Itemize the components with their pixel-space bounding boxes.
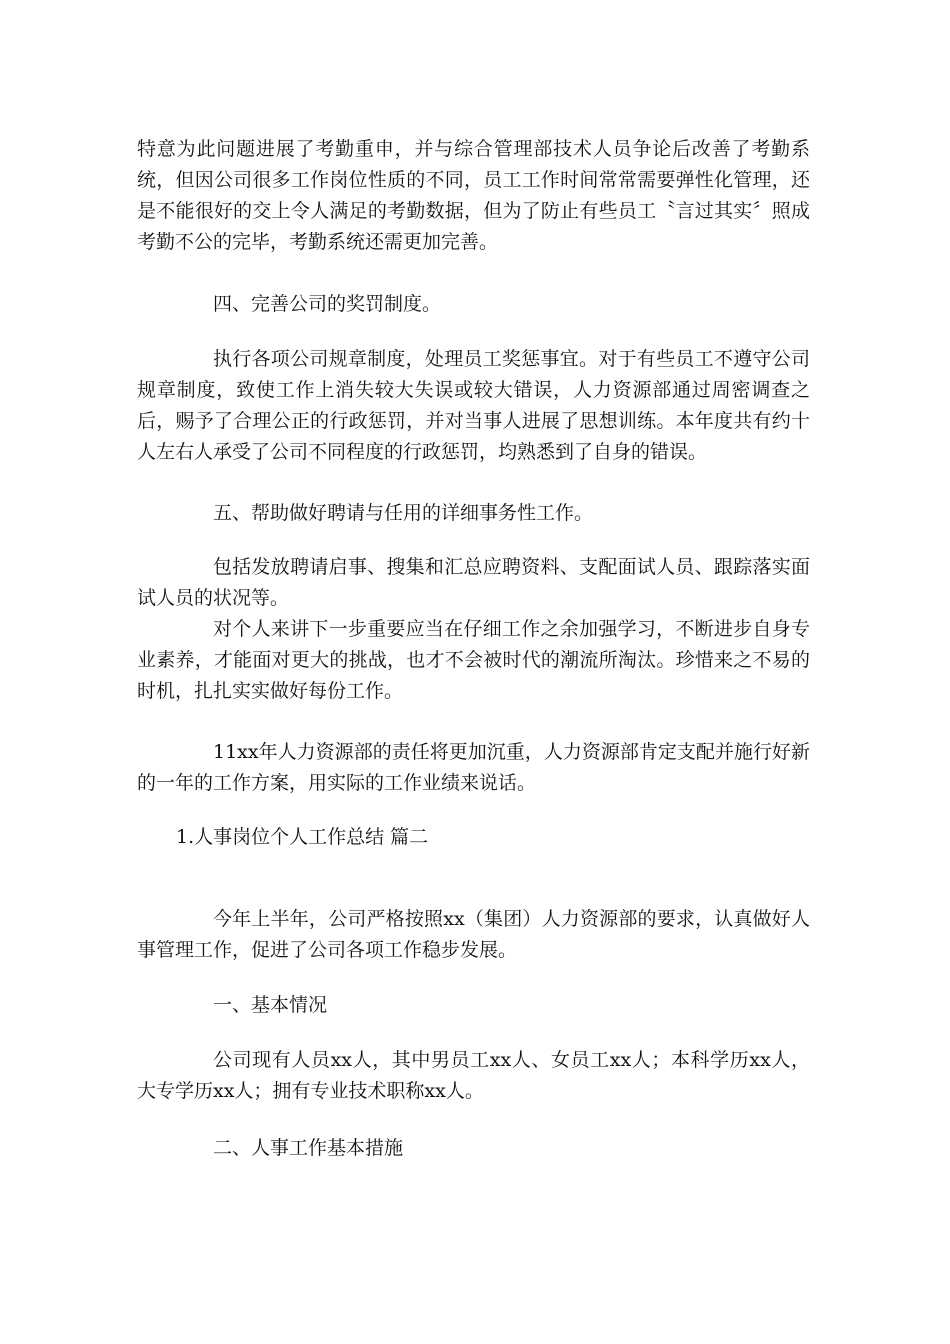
paragraph-next-year: 11xx年人力资源部的责任将更加沉重，人力资源部肯定支配并施行好新的一年的工作方案，用实际的工作业绩来说话。: [137, 741, 810, 794]
paragraph-first-half: 今年上半年，公司严格按照xx（集团）人力资源部的要求，认真做好人事管理工作，促进了公司各项工作稳步发展。: [137, 908, 810, 961]
paragraph-personal-plan: 对个人来讲下一步重要应当在仔细工作之余加强学习，不断进步自身专业素养，才能面对更大的挑战，也才不会被时代的潮流所淘汰。珍惜来之不易的时机，扎扎实实做好每份工作。: [137, 618, 810, 702]
paragraph-discipline: 执行各项公司规章制度，处理员工奖惩事宜。对于有些员工不遵守公司规章制度，致使工作上消失较大失误或较大错误，人力资源部通过周密调查之后，赐予了合理公正的行政惩罚，并对当事人进展了思想训练。本年度共有约十人左右人承受了公司不同程度的行政惩罚，均熟悉到了自身的错误。: [137, 348, 810, 463]
paragraph-staff-stats: 公司现有人员xx人，其中男员工xx人、女员工xx人；本科学历xx人，大专学历xx人；拥有专业技术职称xx人。: [137, 1049, 810, 1102]
section-heading-basic: 一、基本情况: [213, 994, 328, 1016]
paragraph-attendance: 特意为此问题进展了考勤重申，并与综合管理部技术人员争论后改善了考勤系统，但因公司很多工作岗位性质的不同，员工工作时间常常需要弹性化管理，还是不能很好的交上令人满足的考勤数据，但为了防止有些员工〝言过其实〞照成考勤不公的完毕，考勤系统还需更加完善。: [137, 138, 810, 253]
document-section-title: 1.人事岗位个人工作总结 篇二: [176, 826, 429, 848]
section-heading-4: 四、完善公司的奖罚制度。: [213, 293, 442, 315]
paragraph-recruitment: 包括发放聘请启事、搜集和汇总应聘资料、支配面试人员、跟踪落实面试人员的状况等。: [137, 556, 810, 609]
section-heading-5: 五、帮助做好聘请与任用的详细事务性工作。: [213, 502, 594, 524]
section-heading-measures: 二、人事工作基本措施: [213, 1137, 404, 1159]
